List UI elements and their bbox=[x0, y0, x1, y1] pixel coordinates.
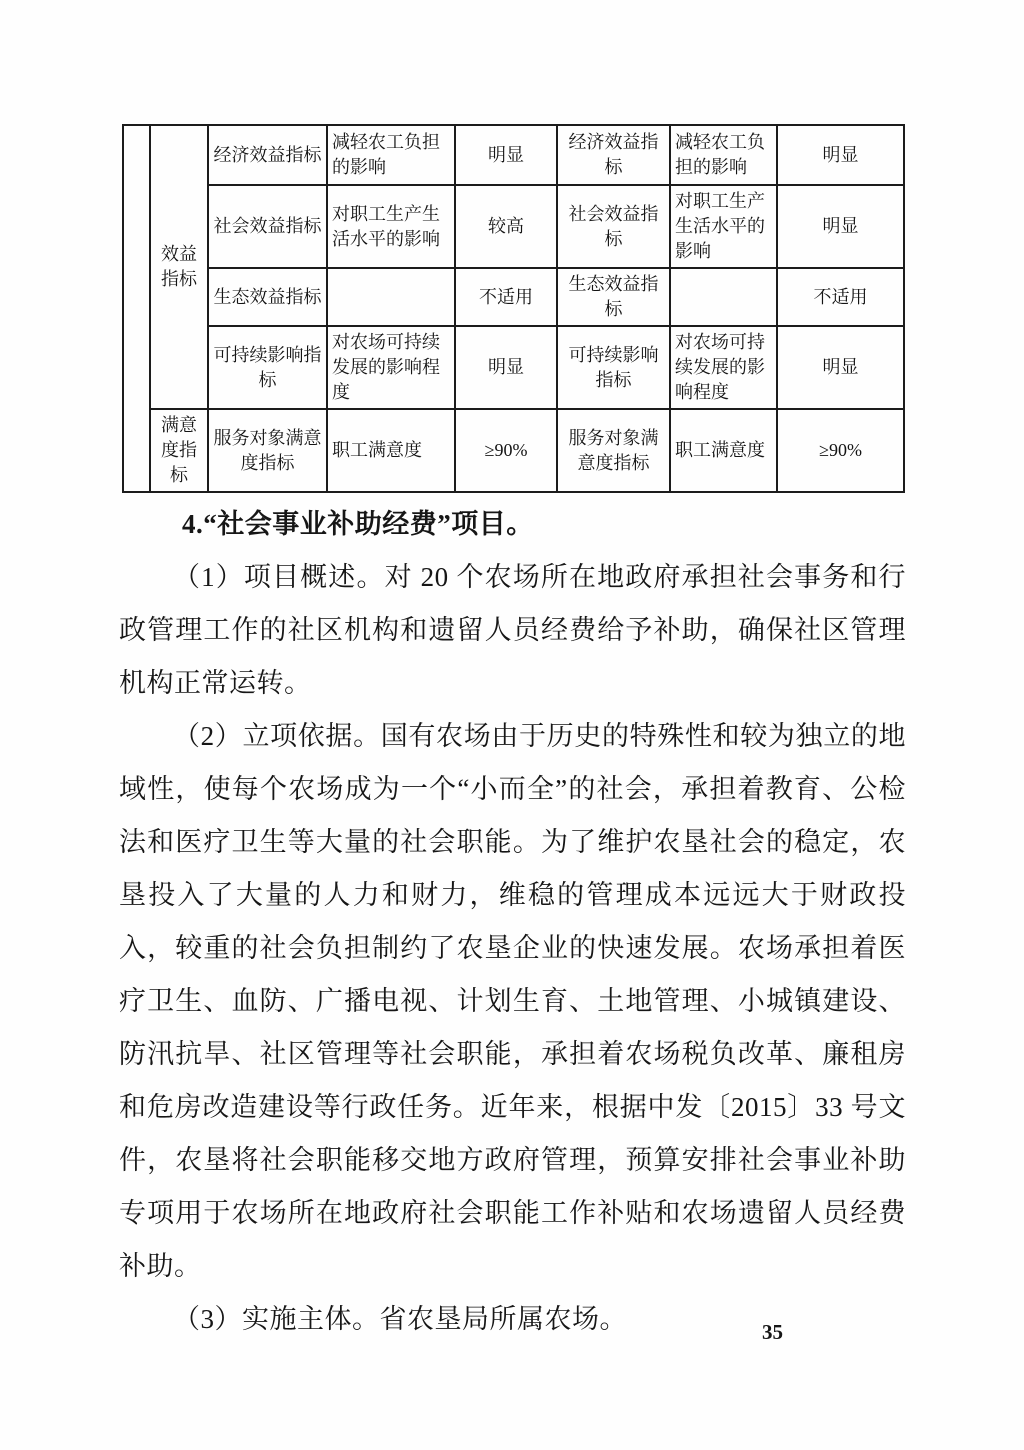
table-row bbox=[123, 326, 904, 409]
indicator-name-cell: 可持续影响指标 bbox=[557, 326, 670, 409]
table-row bbox=[123, 409, 904, 492]
indicator-name-cell: 服务对象满意度指标 bbox=[557, 409, 670, 492]
indicator-name-cell: 社会效益指标 bbox=[557, 185, 670, 268]
page-number: 35 bbox=[762, 1320, 783, 1344]
indicator-desc-cell: 对农场可持续发展的影响程度 bbox=[670, 326, 777, 409]
group-cell-benefit: 效益指标 bbox=[150, 125, 208, 409]
indicator-name-cell: 生态效益指标 bbox=[208, 268, 327, 326]
indicator-name-cell: 经济效益指标 bbox=[557, 125, 670, 185]
indicator-desc-cell: 减轻农工负担的影响 bbox=[670, 125, 777, 185]
table-spacer-cell bbox=[123, 125, 150, 492]
paragraph-project-overview: （1）项目概述。对 20 个农场所在地政府承担社会事务和行政管理工作的社区机构和遗留人员经费给予补助，确保社区管理机构正常运转。 bbox=[119, 562, 906, 698]
indicator-rating-cell: 明显 bbox=[777, 185, 904, 268]
indicator-desc-cell: 职工满意度 bbox=[670, 409, 777, 492]
indicator-rating-cell: 不适用 bbox=[777, 268, 904, 326]
indicator-name-cell: 生态效益指标 bbox=[557, 268, 670, 326]
indicator-name-cell: 经济效益指标 bbox=[208, 125, 327, 185]
indicator-rating-cell: 不适用 bbox=[455, 268, 557, 326]
indicator-name-cell: 社会效益指标 bbox=[208, 185, 327, 268]
section-body bbox=[119, 498, 906, 1346]
indicator-name-cell: 可持续影响指标 bbox=[208, 326, 327, 409]
indicator-desc-cell bbox=[670, 268, 777, 326]
indicator-desc-cell: 减轻农工负担的影响 bbox=[327, 125, 455, 185]
paragraph-project-basis: （2）立项依据。国有农场由于历史的特殊性和较为独立的地域性，使每个农场成为一个“小而全”的社会，承担着教育、公检法和医疗卫生等大量的社会职能。为了维护农垦社会的稳定，农垦投入了大量的人力和财力，维稳的管理成本远远大于财政投入，较重的社会负担制约了农垦企业的快速发展。农场承担着医疗卫生、血防、广播电视、计划生育、土地管理、小城镇建设、防汛抗旱、社区管理等社会职能，承担着农场税负改革、廉租房和危房改造建设等行政任务。近年来，根据中发〔2015〕33 号文件，农垦将社会职能移交地方政府管理，预算安排社会事业补助专项用于农场所在地政府社会职能工作补贴和农场遗留人员经费补助。 bbox=[119, 721, 906, 1281]
indicator-desc-cell: 职工满意度 bbox=[327, 409, 455, 492]
indicator-rating-cell: ≥90% bbox=[455, 409, 557, 492]
indicator-desc-cell bbox=[327, 268, 455, 326]
indicator-rating-cell: 较高 bbox=[455, 185, 557, 268]
indicator-desc-cell: 对职工生产生活水平的影响 bbox=[327, 185, 455, 268]
indicator-rating-cell: 明显 bbox=[455, 125, 557, 185]
paragraph-implementation-body: （3）实施主体。省农垦局所属农场。 bbox=[173, 1304, 627, 1334]
group-cell-satisfaction: 满意度指标 bbox=[150, 409, 208, 492]
indicator-table bbox=[122, 124, 905, 493]
table-row bbox=[123, 125, 904, 185]
indicator-desc-cell: 对农场可持续发展的影响程度 bbox=[327, 326, 455, 409]
indicator-rating-cell: 明显 bbox=[455, 326, 557, 409]
table-row bbox=[123, 268, 904, 326]
indicator-name-cell: 服务对象满意度指标 bbox=[208, 409, 327, 492]
indicator-desc-cell: 对职工生产生活水平的影响 bbox=[670, 185, 777, 268]
indicator-rating-cell: 明显 bbox=[777, 326, 904, 409]
table-row bbox=[123, 185, 904, 268]
section-heading: 4.“社会事业补助经费”项目。 bbox=[182, 509, 534, 539]
indicator-rating-cell: 明显 bbox=[777, 125, 904, 185]
indicator-rating-cell: ≥90% bbox=[777, 409, 904, 492]
